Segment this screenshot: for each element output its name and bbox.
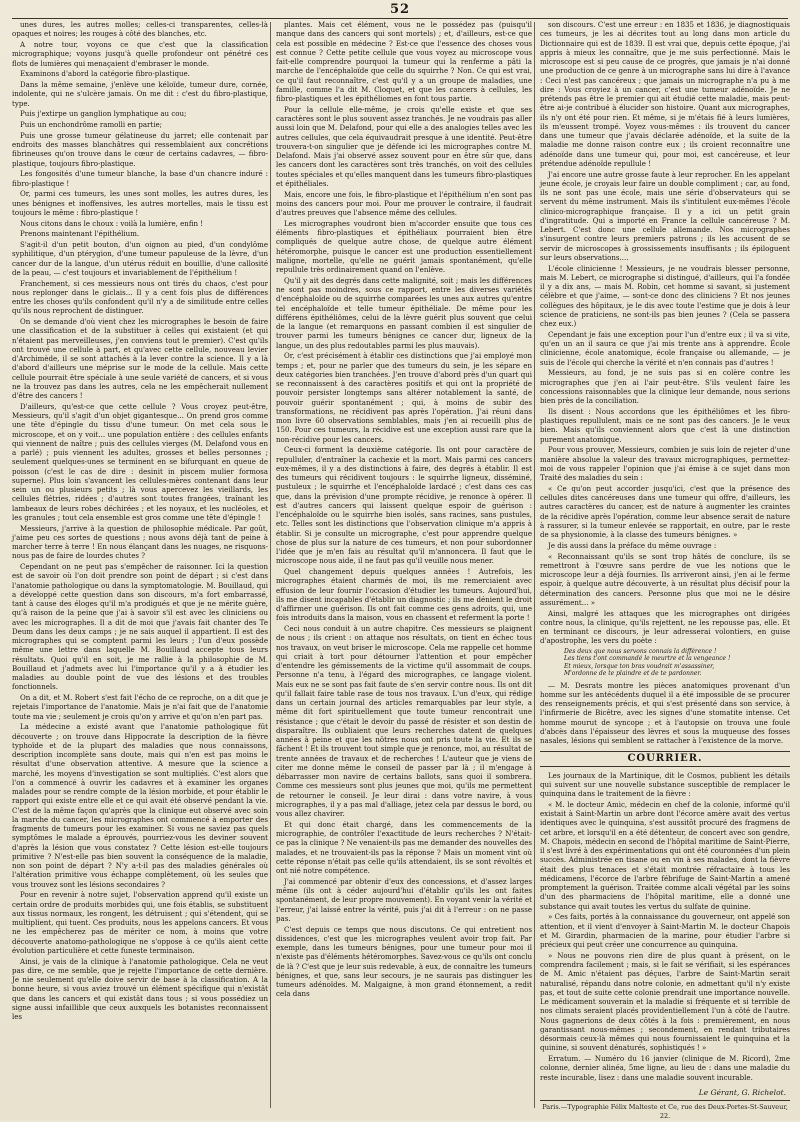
paragraph: unes dures, les autres molles; celles-ci transparentes, celles-là opaques et noires; les rouges à côté des blanches, etc. (12, 20, 268, 39)
paragraph: « Reconnaissant qu'ils se sont trop hâtés de conclure, ils se remettront à l'œuvre sans perdre de vue les notions que le microscope leur a déjà fournies. Ils arriveront ainsi, j'en ai le ferme espoir, à quelque autre découverte, à un résultat plus décisif pour la détermination des cancers. Personne plus que moi ne le désire assurément... » (540, 551, 790, 607)
paragraph: Or, c'est précisément à établir ces distinctions que j'ai employé mon temps ; et, pour ne parler que des tumeurs du sein, je les sépare en deux catégories bien tranchées. J'en trouve d'abord près d'un quart qui se reconnaissent à des caractères positifs et qui ont la propriété de pouvoir persister longtemps sans altérer notablement la santé, de pouvoir guérir spontanément ; qui, à moins de subir des transformations, ne récidivent pas après l'opération. J'ai réuni dans mon livre 60 observations semblables, mais j'en ai recueilli plus de 150. Pour ces tumeurs, la récidive est une exception aussi rare que la non-récidive pour les cancers. (276, 351, 532, 444)
section-title-courrier: COURRIER. (540, 751, 790, 766)
header-rule (12, 18, 788, 19)
footer-rule (540, 1100, 790, 1101)
verse-line: Et mieux, lorsque ton bras voudrait m'assassiner, (564, 662, 715, 670)
paragraph: Franchement, si ces messieurs nous ont tirés du chaos, c'est pour nous replonger dans le giclais... Il y a cent fois plus de différences entre les choses qu'ils confondent qu'il n'y a de similitude entre celles qu'ils nous reprochent de distinguer. (12, 278, 268, 316)
paragraph: A notre tour, voyons ce que c'est que la classification micrographique; voyons jusqu'à quelle profondeur ont pénétré ces flots de lumières qui menaçaient d'embraser le monde. (12, 40, 268, 68)
printer-imprint: Paris.—Typographie Félix Malteste et Ce, rue des Deux-Portes-St-Sauveur, 22. (542, 1103, 788, 1121)
paragraph: La médecine a existé avant que l'anatomie pathologique fût découverte ; on trouve dans Hippocrate la description de la fièvre typhoïde et de la plupart des maladies que nous connaissons, description incomplète sans doute, mais qui n'en est pas moins le résultat d'une observation attentive. A mesure que la science a marché, les moyens d'investigation se sont multipliés. C'est alors que l'on a commencé à ouvrir les cadavres et à examiner les organes malades pour se rendre compte de la lésion morbide, et pour établir le rapport qui existe entre elle et ce qui avait été observé pendant la vie. C'est de la même façon qu'après que la clinique eut observé avec soin la marche du cancer, les micrographes ont commencé à emporter des fragments de tumeurs pour les examiner. Si vous ne saviez pas quels symptômes le malade a éprouvés, pourriez-vous les deviner souvent d'après la lésion que vous constatez ? Cette lésion est-elle toujours primitive ? N'est-elle pas bien souvent la conséquence de la maladie, non son point de départ ? N'y a-t-il pas des maladies générales où l'altération primitive vous échappe complètement, où les seules que vous trouvez sont les lésions secondaires ? (12, 722, 268, 889)
verse-line: M'ordonne de te plaindre et de te pardonner. (564, 670, 702, 677)
column-3-body (540, 20, 790, 1122)
paragraph: Ainsi, je vais de la clinique à l'anatomie pathologique. Cela ne veut pas dire, ce me semble, que je rejette l'importance de cette dernière. Je nie seulement qu'elle doive servir de base à la classification. A la bonne heure, si vous aviez trouvé un élément spécifique qui n'existât que dans les cancers et qui existât dans tous ; si vous possédiez un signe aussi infaillible que ceux auxquels les botanistes reconnaissent les (12, 956, 268, 1021)
courrier-paragraph: » Ces faits, portés à la connaissance du gouverneur, ont appelé son attention, et il vient d'envoyer à Saint-Martin M. le docteur Chapois et M. Girardin, pharmacien de la marine, pour étudier l'arbre si précieux qui peut créer une concurrence au quinquina. (540, 912, 790, 949)
paragraph: Or, parmi ces tumeurs, les unes sont molles, les autres dures, les unes bénignes et inoffensives, les autres mortelles, mais le tissu est toujours le même : fibro-plastique ! (12, 189, 268, 217)
paragraph: Ils disent : Nous accordons que les épithéliômes et les fibro-plastiques repullulent, mais ce ne sont pas des cancers. Je le veux bien. Mais qu'ils conviennent alors que c'est là une distinction purement anatomique. (540, 406, 790, 444)
paragraph: C'est depuis ce temps que nous discutons. Ce qui entretient nos dissidences, c'est que les micrographes veulent avoir trop fait. Par exemple, dans les tumeurs bénignes, pour une tumeur pour moi il n'existe pas d'éléments hétéromorphes. Savez-vous ce qu'ils ont conclu de là ? C'est que je leur suis redevable, à eux, de connaître les tumeurs bénignes, et que, sans leur secours, je ne saurais pas distinguer les tumeurs adénoïdes. M. Malgaigne, à mon grand étonnement, a redit cela dans (276, 924, 532, 999)
paragraph: « Ce qu'on peut accorder jusqu'ici, c'est que la présence des cellules dites cancéreuses dans une tumeur qui offre, d'ailleurs, les autres caractères du cancer, est de nature à augmenter les craintes de la récidive après l'opération, comme leur absence serait de nature à rassurer, si la tumeur enlevée se rapportait, en outre, par le reste de sa physionomie, à la classe des tumeurs bénignes. » (540, 483, 790, 539)
paragraph: Et qui donc était chargé, dans les commencements de la micrographie, de contrôler l'exactitude de leurs recherches ? N'était-ce pas la clinique ? Ne venaient-ils pas me demander des nouvelles des malades, et ne trouvaient-ils pas la réponse ? Mais un moment vint où cette réponse n'était pas celle qu'ils attendaient, ils se sont révoltés et ont nié notre compétence. (276, 819, 532, 875)
column-divider (270, 22, 271, 1108)
paragraph: S'agit-il d'un petit bouton, d'un oignon au pied, d'un condylôme syphilitique, d'un ptérygion, d'une tumeur papuleuse de la lèvre, d'un cancer dur de la langue, d'un utérus réduit en bouillie, d'une callosité de la peau, — c'est toujours et invariablement de l'épithélium ! (12, 240, 268, 277)
editor-signature: Le Gérant, G. Richelot. (698, 1087, 786, 1097)
paragraph: plantes. Mais cet élément, vous ne le possédez pas (puisqu'il manque dans des cancers qui sont mortels) ; et, d'ailleurs, est-ce que cela est possible en médecine ? Est-ce que l'essence des choses vous est connue ? Cette petite cellule que vous voyez au microscope vous fait-elle comprendre pourquoi la tumeur qui la renferme a pâti la marche de l'encéphaloïde que celle du squirrhe ? Non. Ce qui est vrai, ce qu'il faut reconnaître, c'est qu'il y a un groupe de maladies, une famille, comme l'a dit M. Cloquet, et que les cancers à cellules, les fibro-plastiques et les épithéliomes en font tous partie. (276, 20, 532, 103)
paragraph: Cependant je fais une exception pour l'un d'entre eux ; il va si vite, qu'en un an il saura ce que j'ai mis trente ans à apprendre. École clinicienne, école anatomique, école française ou allemande, — je suis de l'école qui cherche la vérité et n'en connais pas d'autres ! (540, 329, 790, 367)
paragraph: Prenons maintenant l'épithélium. (20, 229, 140, 239)
paragraph: Ceci nous conduit à un autre chapitre. Ces messieurs se plaignent de nous ; ils crient : on attaque nos résultats, on tient en échec tous nos travaux, on veut briser le microscope. Cela me rappelle cet homme qui criait à tort pour détourner l'attention et pour empêcher d'entendre les gémissements de la victime qu'il assommait de coups. Personne n'a tenu, à l'égard des micrographes, ce langage violent. Mais eux ne se sont pas fait faute de s'en servir contre nous. Ils ont dit qu'il fallait faire table rase de tous nos travaux. L'un d'eux, qui rédige dans un certain journal des articles remarquables par leur style, a même dit fort spirituellement que toute tumeur rencontrait une résistance ; que c'était le devoir du passé de résister et son destin de disparaître. Ils oubliaient que leurs recherches datent de quelques années à peine et que les nôtres nous ont pris toute la vie. Et ils se fâchent ! Et ils trouvent tout simple que je renonce, moi, au résultat de trente années de travaux et de recherches ! L'auteur que je viens de citer me donne même le conseil de passer par là ; il m'engage à débarrasser mon navire de certains ballots, sans quoi il sombrera. Comme ces messieurs sont plus jeunes que moi, qu'ils me permettent de retourner le conseil. Je leur dirai : dans votre navire, à vous micrographes, il y a pas mal d'alliage, jetez cela par dessus le bord, ou vous allez chavirer. (276, 624, 532, 818)
paragraph: Pour vous prouver, Messieurs, combien je suis loin de rejeter d'une manière absolue la valeur des travaux micrographiques, permettez-moi de vous rappeler l'opinion que j'ai émise à ce sujet dans mon Traité des maladies du sein : (540, 445, 790, 482)
paragraph: L'école clinicienne ! Messieurs, je ne voudrais blesser personne, mais M. Lebert, ce micrographe si distingué, d'ailleurs, qui l'a fondée il y a dix ans, — mais M. Robin, cet homme si savant, si justement célèbre et que j'aime, — sont-ce donc des cliniciens ? Et nos jeunes collègues des hôpitaux, je le dis avec toute l'estime que je dois à leur science de praticiens, ne sont-ils pas bien jeunes ? (Cela se passera chez eux.) (540, 263, 790, 328)
paragraph: Puis j'extirpe un ganglion lymphatique au cou; (20, 109, 187, 119)
paragraph: Pour la cellule elle-même, je crois qu'elle existe et que ses caractères sont le plus souvent assez tranchés. Je ne voudrais pas aller aussi loin que M. Delafond, pour qui elle a des analogies telles avec les autres cellules, que cela équivaudrait presque à une identité. Peut-être trouvera-t-on singulier que je défende ici les micrographes contre M. Delafond. Mais j'ai observé assez souvent pour en être sûr que, dans les cancers dont les caractères sont très tranchés, on voit des cellules toutes spéciales et qu'elles manquent dans les tumeurs fibro-plastiques et épithéliales. (276, 104, 532, 188)
courrier-paragraph: Les journaux de la Martinique, dit le Cosmos, publient les détails qui suivent sur une nouvelle substance susceptible de remplacer le quinquina dans le traitement de la fièvre : (540, 770, 790, 798)
paragraph: J'ai commencé par obtenir d'eux des concessions, et d'assez larges même (ils ont à céder aujourd'hui d'établir qu'ils les ont faites spontanément, de leur propre mouvement). En voyant venir la vérité et l'erreur, j'ai laissé entrer la vérité, puis j'ai dit à l'erreur : on ne passe pas. (276, 876, 532, 923)
paragraph: Ainsi, malgré les attaques que les micrographes ont dirigées contre nous, la clinique, qu'ils rejettent, ne les repousse pas, elle. Et en terminant ce discours, je leur adresserai volontiers, en guise d'apostrophe, les vers du poète : (540, 608, 790, 646)
paragraph: Pour en revenir à notre sujet, l'observation apprend qu'il existe un certain ordre de produits morbides qui, une fois établis, se substituent aux tissus normaux, les rongent, les détruisent ; qui s'étendent, qui se multiplient, qui tuent. Ces produits, nous les appelons cancers. Et vous ne les empêcherez pas de mériter ce nom, à moins que votre découverte anatomo-pathologique ne s'oppose à ce qu'ils aient cette évolution particulière et cette funeste terminaison. (12, 890, 268, 955)
paragraph: On se demande d'où vient chez les micrographes le besoin de faire une classification et de la substituer à celles qui existaient (et qui n'étaient pas merveilleuses, j'en conviens tout le premier). C'est qu'ils ont trouvé une cellule à part, et qu'avec cette cellule, nouveau levier d'Archimède, il se sont attachés à la lever contre la science. Il y a là d'abord d'ailleurs une méprise sur le mode de la cellule. Mais cette cellule pourrait être spéciale à une seule variété de cancers, et si vous ne la trouvez pas dans les autres, cela ne les empêcherait nullement d'être des cancers ! (12, 317, 268, 400)
courrier-paragraph: Erratum. — Numéro du 16 janvier (clinique de M. Ricord), 2me colonne, dernier alinéa, 5me ligne, au lieu de : dans une maladie du reste incurable, lisez : dans une maladie souvent incurable. (540, 1054, 790, 1082)
column-1 (12, 20, 268, 1110)
paragraph: Mais, encore une fois, le fibro-plastique et l'épithélium n'en sont pas moins des cancers pour moi. Pour me prouver le contraire, il faudrait d'autres preuves que l'absence même des cellules. (276, 189, 532, 217)
column-2 (276, 20, 532, 1110)
verse-line: Les tiens t'ont commandé le meurtre et la vengeance ! (564, 655, 731, 662)
paragraph: Puis une grosse tumeur gélatineuse du jarret; elle contenait par endroits des masses blanchâtres qui ressemblaient aux concrétions fibrineuses qu'on trouve dans le cœur de certains cadavres, — fibro-plastique, toujours fibro-plastique. (12, 130, 268, 168)
paragraph: Qu'il y ait des degrés dans cette malignité, soit ; mais les différences ne sont pas moindres, sous ce rapport, entre les diverses variétés d'encéphaloïde ou de squirrhe comparées les unes aux autres qu'entre tel encéphaloïde et telle tumeur épithéliale. De même pour les différens épithéliômes, celui de la lèvre guérit plus souvent que celui de la langue (et remarquons en passant combien il est singulier de trouver parmi les tumeurs bénignes ce cancer dur, ligneux de la langue, un des plus redoutables parmi les plus mauvais). (276, 275, 532, 350)
column-3 (540, 20, 790, 1121)
courrier-paragraph: » Nous ne pouvons rien dire de plus quant à présent, on le comprendra facilement ; mais, si le fait se vérifiait, si les espérances de M. Amic n'étaient pas déçues, l'arbre de Saint-Martin serait naturalisé, répandu dans notre colonie, en admettant qu'il n'y existe pas, et tout de suite cette colonie prendrait une importance nouvelle. Le médicament souverain et la maladie si fréquente et si terrible de nos climats seraient placés providentiellement l'un à côté de l'autre. Nous gagnerions de deux côtés à la fois : premièrement, en nous garantissant nous-mêmes ; secondement, en rendant tributaires désormais ceux-là mêmes qui nous fournissaient le quinquina et la quinine, si souvent dénaturés, sophistiqués ! » (540, 950, 790, 1053)
paragraph: Messieurs, au fond, je ne suis pas si en colère contre les micrographes que j'en ai l'air peut-être. S'ils veulent faire les concessions raisonnables que la clinique leur demande, nous serions bien près de la conciliation. (540, 368, 790, 405)
verse-line: Des deux que nous servons connais la différence ! (564, 647, 717, 655)
paragraph: Les fongosités d'une tumeur blanche, la base d'un chancre induré : fibro-plastique ! (12, 169, 268, 188)
paragraph: Messieurs, j'arrive à la question de philosophie médicale. Par goût, j'aime peu ces sortes de questions ; nous avons déjà tant de peine à marcher terre à terre ! En nous élançant dans les nuages, ne risquons-nous pas de faire de lourdes chutes ? (12, 523, 268, 561)
poem-verse (564, 648, 790, 678)
paragraph: Puis un enchondrôme ramolli en partie; (20, 120, 163, 129)
paragraph: Dans la même semaine, j'enlève une kéloïde, tumeur dure, cornée, indolente, qui ne s'ulcère jamais. On me dit : c'est du fibro-plastique, type. (12, 80, 268, 108)
page-number: 52 (389, 2, 411, 17)
paragraph: — M. Desrats montre les pièces anatomiques provenant d'un homme sur les antécédents duquel il a été impossible de se procurer des renseignements précis, et qui s'est présenté dans son service, à l'infirmerie de Bicêtre, avec les signes d'une stomatite intense. Cet homme mourut de syncope ; et à l'autopsie on trouva une foule d'abcès dans l'épaisseur des lèvres et sous la muqueuse des fosses nasales, lésions qui semblent se rattacher à l'existence de la morve. (540, 680, 790, 745)
paragraph: D'ailleurs, qu'est-ce que cette cellule ? Vous croyez peut-être, Messieurs, qu'il s'agit d'un objet gigantesque... On prend gros comme une tête d'épingle du tissu d'une tumeur. On met cela sous le microscope, et on y voit... une population entière : des cellules enfants qui viennent de naître ; puis des cellules vierges (M. Delafond vous en a parlé) ; puis viennent les adultes, grosses et belles personnes ; seulement quelques-unes se terminent en se bifurquant en queue de poisson (c'est le cas de dire : desinit in piscem mulier formosa superne). Plus loin s'avancent les cellules-mères contenant dans leur sein un ou plusieurs petits ; là vous apercevez les vieillards, les cellules flétries, ridées ; d'autres sont toutes frangées, traînant les lambeaux de leurs robes déchirées ; et les noyaux, et les nucléoles, et les granules ; tout cela ensemble est gros comme une tête d'épingle ! (12, 401, 268, 522)
paragraph: J'ai encore une autre grosse faute à leur reprocher. En les appelant jeune école, je croyais leur faire un double compliment ; car, au fond, ils ne sont pas une école, mais une série d'observateurs qui se servent du même instrument. Mais ils s'intitulent eux-mêmes l'école clinico-micrographique française. Il y a ici un petit grain d'ingratitude. Qui a importé en France la cellule cancéreuse ? M. Lebert. C'est donc une cellule allemande. Nos micrographes s'insurgent contre leurs premiers patrons ; ils les accusent de se servir de microscopes à grossissements insuffisants ; ils épiloguent sur leurs observations.... (540, 169, 790, 262)
paragraph: Examinons d'abord la catégorie fibro-plastique. (20, 69, 190, 79)
paragraph: Nous citons dans le choux : voilà la lumière, enfin ! (20, 218, 204, 228)
paragraph: son discours. C'est une erreur : en 1835 et 1836, je diagnostiquais ces tumeurs, je les ai décrites tout au long dans mon article du Dictionnaire qui est de 1839. Il est vrai que, depuis cette époque, j'ai appris à mieux les connaître, que je me suis perfectionné. Mais le microscope est si peu cause de ce progrès, que jamais je n'ai donné une production de ce genre à un micrographe sans lui dire à l'avance : Ceci n'est pas cancéreux ; que jamais un micrographe n'a pu à me dire : Vous croyiez à un cancer, c'est une tumeur adénoïde. Je ne prétends pas être le premier qui ait étudié cette maladie, mais peut-être ai-je contribué à élucider son histoire. Quant aux micrographes, ils n'y ont été pour rien. Et même, si je m'étais fié à leurs lumières, ils m'eussent trompé. Voyez vous-mêmes : ils trouvent du cancer dans une tumeur que j'avais déclarée adénoïde, et la suite de la maladie me donne raison contre eux ; ils croient reconnaître une adénoïde dans une tumeur qui, pour moi, est cancéreuse, et leur prétendue adénoïde repullule ! (540, 20, 790, 168)
paragraph: Ceux-ci forment la deuxième catégorie. Ils ont pour caractère de repulluler, d'entraîner la cachexie et la mort. Mais parmi ces cancers eux-mêmes, il y a des distinctions à faire, des degrés à établir. Il est des tumeurs qui récidivent toujours : le squirrhe ligneux, disséminé, pustuleux ; le squirrhe et l'encéphaloïde lardacé ; c'est dans ces cas que, dans la prévision d'une prompte récidive, je renonce à opérer. Il est d'autres cancers qui laissent quelque espoir de guérison : l'encéphaloïde ou le squirrhe bien isolés, sans racines, sans pustules, etc. Telles sont les distinctions que l'observation clinique m'a appris à établir. Si je consulte un micrographe, c'est pour apprendre quelque chose de plus sur la nature de ces tumeurs, et non pour subordonner l'idée que je m'en fais au résultat qu'il m'annoncera. Il faut que le microscope nous aide, il ne faut pas qu'il veuille nous mener. (276, 445, 532, 566)
paragraph: Cependant on ne peut pas s'empêcher de raisonner. Ici la question est de savoir où l'on doit prendre son point de départ ; si c'est dans l'anatomie pathologique ou dans la symptomatologie. M. Bouillaud, qui a développé cette question dans son discours, m'a fort embarrassé, tant à cause des éloges qu'il m'a prodigués et que je ne mérite guère, qu'à raison de la peine que j'ai à savoir s'il est avec les cliniciens ou avec les micrographes. Il a dit de moi que j'avais fait chanter des Te Deum dans les deux camps ; je ne sais auquel il appartient. Il est des micrographes qui se comptent parmi les leurs ; l'un d'eux possède même une lettre dans laquelle M. Bouillaud accepte tous leurs résultats. Quoi qu'il en soit, je me rallie à la philosophie de M. Bouillaud et j'admets avec lui l'importance qu'il y a à étudier les maladies au double point de vue des lésions et des troubles fonctionnels. (12, 562, 268, 692)
paragraph: On a dit, et M. Robert s'est fait l'écho de ce reproche, on a dit que je rejetais l'importance de l'anatomie. Mais je n'ai fait que de l'anatomie toute ma vie ; seulement je crois qu'on y arrive et qu'on n'en part pas. (12, 693, 268, 721)
courrier-paragraph: « M. le docteur Amic, médecin en chef de la colonie, informé qu'il existait à Saint-Martin un arbre dont l'écorce amère avait des vertus identiques avec le quinquina, s'est aussitôt procuré des fragmens de cet arbre, et lorsqu'il en a été détenteur, de concert avec son gendre, M. Chapois, médecin en second de l'hôpital maritime de Saint-Pierre, il s'est livré à des expérimentations qui ont été couronnées d'un plein succès. Administrée en tisane ou en vin à ses malades, dont la fièvre était des plus tenaces et s'était montrée réfractaire à tous les médicamens, l'écorce de l'arbre fébrifuge de Saint-Martin a amené promptement la guérison. Traitée comme alcali végétal par les soins d'un des pharmaciens de l'hôpital maritime, elle a donné une substance qui avait toutes les vertus du sulfate de quinine. (540, 799, 790, 911)
paragraph: Les micrographes voudront bien m'accorder ensuite que tous ces éléments fibro-plastiques et épithéliaux pourraient bien être compliqués de quelque autre chose, de quelque autre élément hétéromorphe, puisque le cancer est une production essentiellement maligne, mortelle, qu'elle ne guérit jamais spontanément, qu'elle repullule très ordinairement quand on l'enlève. (276, 218, 532, 274)
paragraph: Je dis aussi dans la préface du même ouvrage : (548, 540, 717, 550)
paragraph: Quel changement depuis quelques années ! Autrefois, les micrographes étaient charmés de moi, ils me remerciaient avec effusion de leur fournir l'occasion d'étudier les tumeurs. Aujourd'hui, ils me disent incapables d'établir un diagnostic ; ils me dénient le droit d'affirmer une guérison. Ils ont fait comme ces gens adroits, qui, une fois introduits dans la maison, vous en chassent et referment la porte ! (276, 567, 532, 623)
column-divider (534, 22, 535, 1108)
